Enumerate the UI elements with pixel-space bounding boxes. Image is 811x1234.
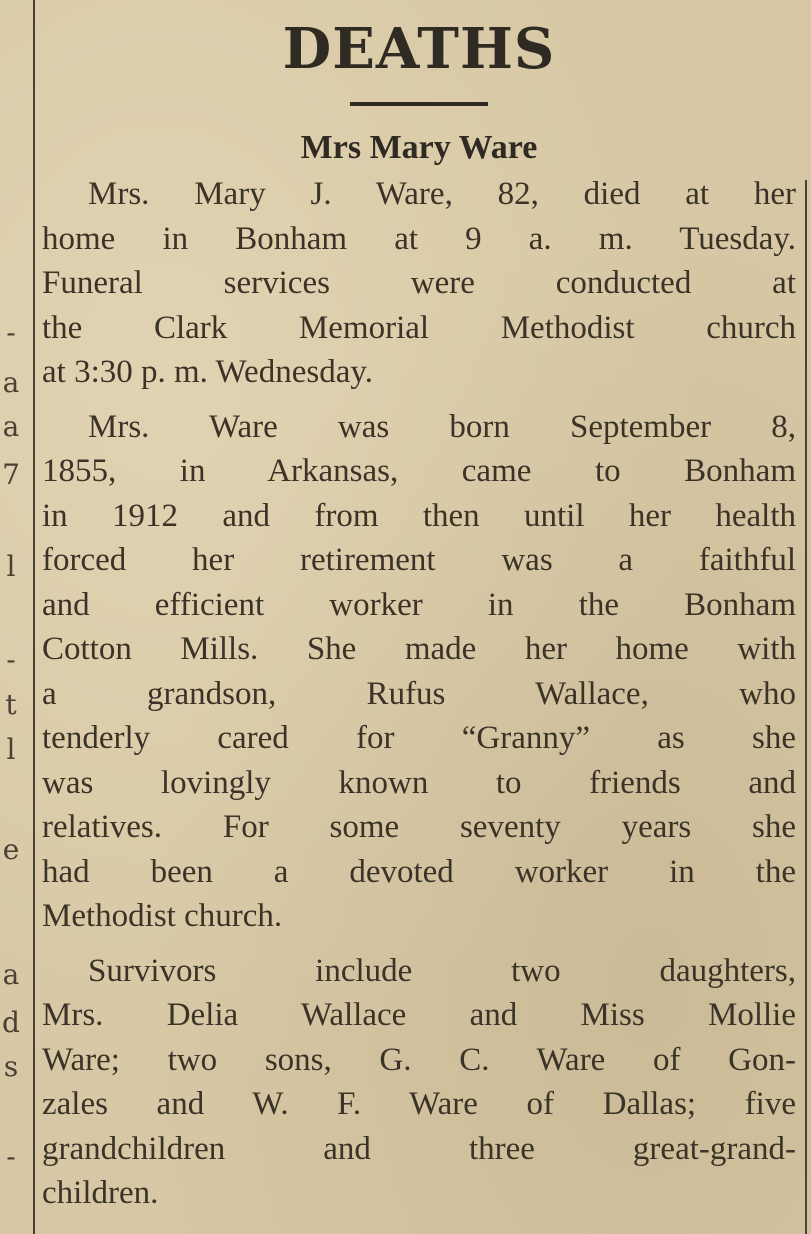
fragment-char: 7 [2, 458, 20, 491]
text-line: children. [42, 1175, 159, 1211]
text-line: relatives. For some seventy years she [42, 809, 796, 845]
section-heading: DEATHS [282, 16, 556, 82]
text-line: Methodist church. [42, 898, 283, 934]
column-rule-left [33, 0, 35, 1234]
text-line: Survivors include two daughters, [88, 952, 796, 989]
text-line: Cotton Mills. She made her home with [42, 631, 796, 667]
text-line: Funeral services were conducted at [42, 265, 796, 301]
text-line: in 1912 and from then until her health [42, 497, 796, 534]
fragment-char: l [6, 733, 16, 766]
fragment-char: - [6, 1140, 16, 1173]
fragment-char: a [2, 958, 20, 991]
text-line: 1855, in Arkansas, came to Bonham [42, 453, 796, 489]
text-line: the Clark Memorial Methodist church [42, 309, 796, 346]
fragment-char: d [2, 1006, 20, 1039]
paragraph [42, 405, 796, 939]
text-line: at 3:30 p. m. Wednesday. [42, 354, 373, 390]
fragment-char: - [6, 643, 16, 676]
paragraph [42, 949, 796, 1216]
fragment-char: l [6, 550, 16, 583]
obituary-headline: Mrs Mary Ware [300, 129, 538, 166]
text-line: forced her retirement was a faithful [42, 542, 796, 578]
fragment-char: t [5, 688, 17, 721]
heading-divider [350, 102, 488, 106]
text-line: grandchildren and three great-grand- [42, 1130, 796, 1167]
text-line: Ware; two sons, G. C. Ware of Gon- [42, 1041, 796, 1078]
text-line: home in Bonham at 9 a. m. Tuesday. [42, 220, 796, 257]
fragment-char: - [6, 316, 16, 349]
text-line: zales and W. F. Ware of Dallas; five [42, 1086, 796, 1122]
column-rule-right [805, 180, 807, 1234]
text-line: tenderly cared for “Granny” as she [42, 720, 796, 756]
fragment-char: s [3, 1050, 19, 1083]
text-line: Mrs. Mary J. Ware, 82, died at her [88, 176, 796, 212]
article-column [42, 16, 796, 1216]
text-line: Mrs. Ware was born September 8, [88, 408, 796, 445]
fragment-char: e [2, 833, 20, 866]
text-line: and efficient worker in the Bonham [42, 586, 796, 623]
fragment-char: a [2, 410, 20, 443]
text-line: was lovingly known to friends and [42, 764, 796, 801]
paragraph [42, 172, 796, 395]
fragment-char: a [2, 366, 20, 399]
adjacent-column-fragments [0, 0, 26, 1234]
text-line: Mrs. Delia Wallace and Miss Mollie [42, 997, 796, 1033]
text-line: had been a devoted worker in the [42, 853, 796, 890]
text-line: a grandson, Rufus Wallace, who [42, 675, 796, 712]
